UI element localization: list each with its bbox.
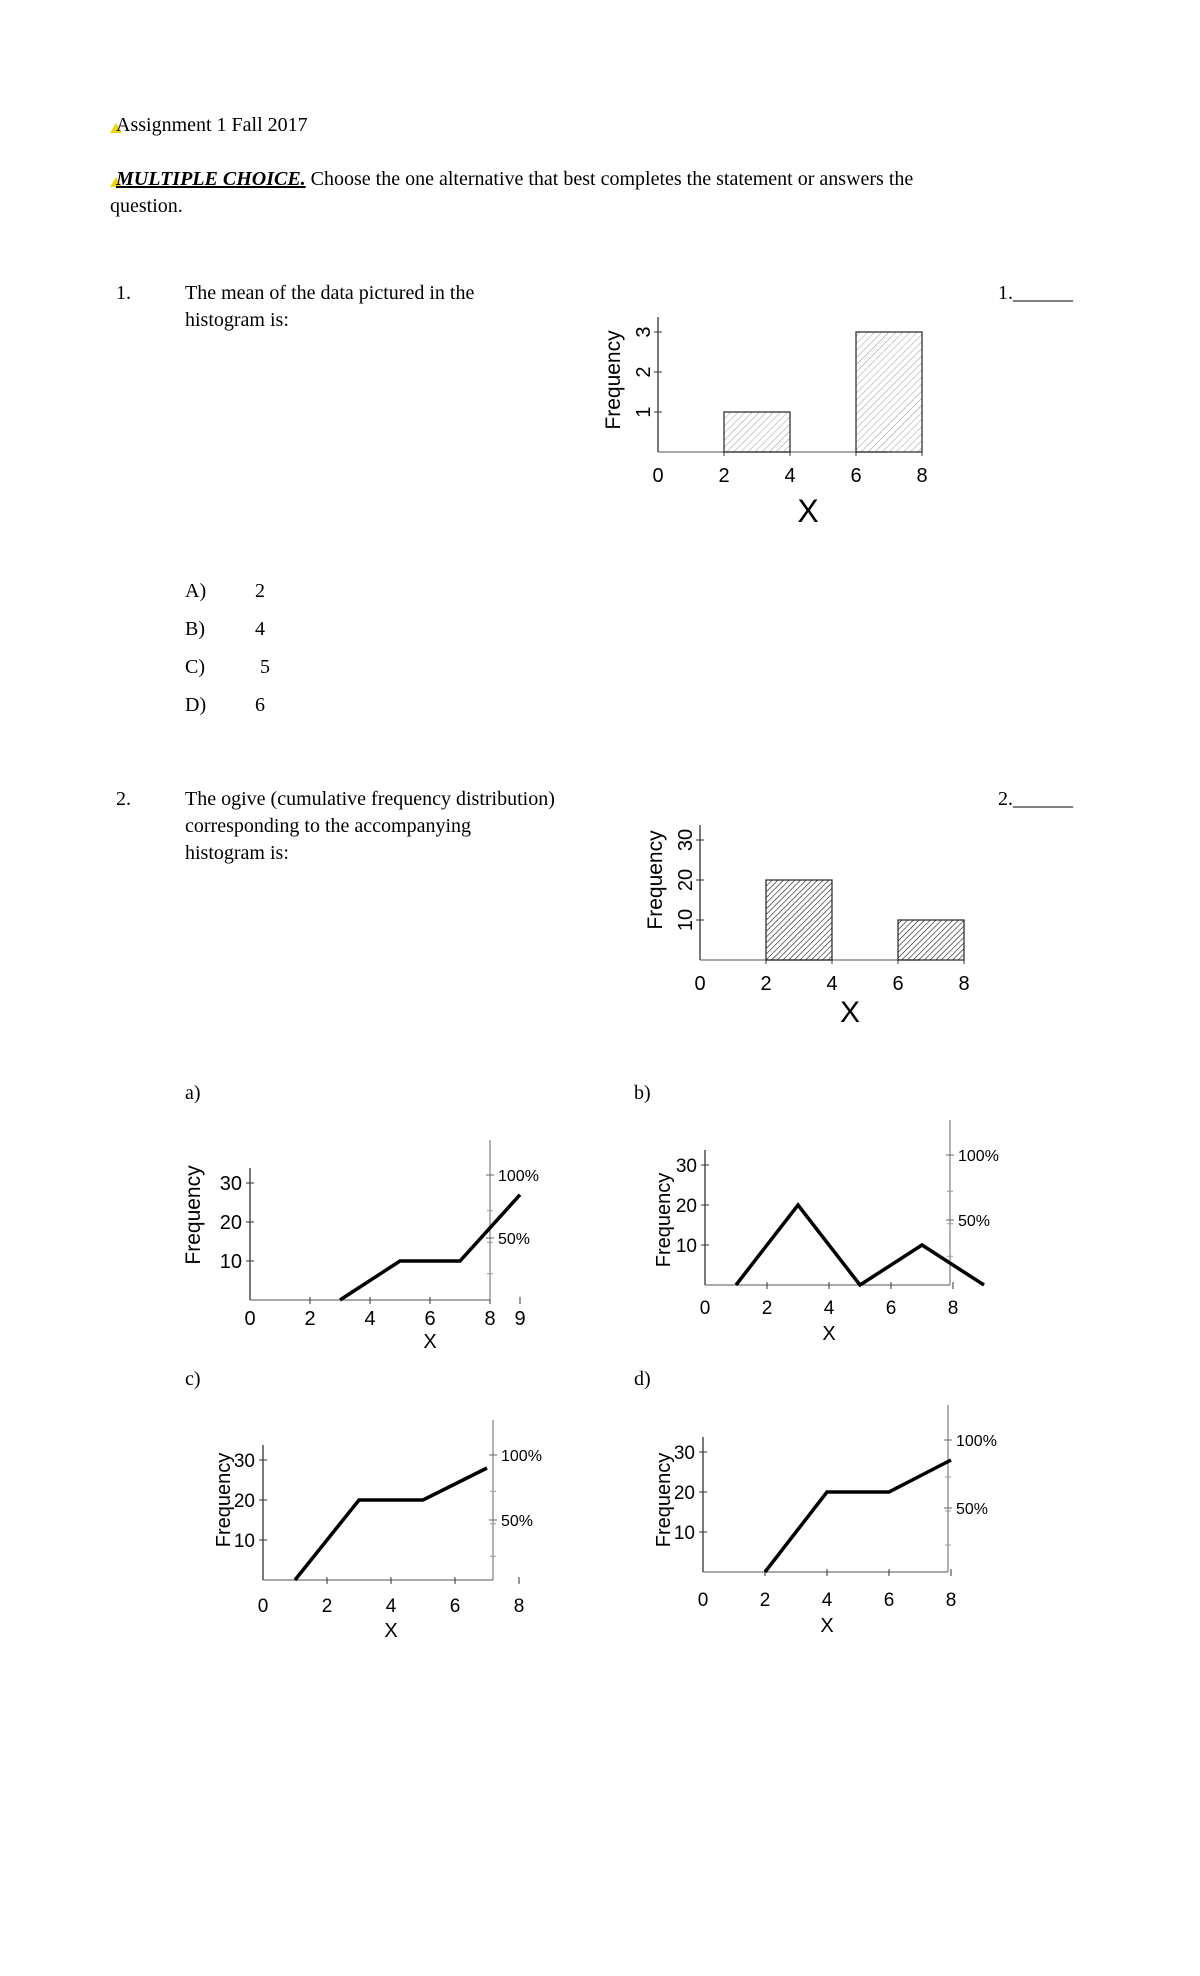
q1-histogram	[590, 270, 950, 540]
label-d[interactable]: d)	[634, 1368, 651, 1390]
x-tick-label: 9	[514, 1308, 526, 1330]
option-b[interactable]: B) 4	[185, 618, 265, 640]
x-tick-label: 0	[694, 973, 706, 995]
histogram-bar	[898, 920, 964, 960]
x-tick-label: 8	[916, 465, 928, 487]
histogram-bar	[766, 880, 832, 960]
y-tick-label: 10	[673, 1523, 695, 1544]
x-tick-label: 6	[424, 1308, 436, 1330]
x-axis-label: X	[423, 1331, 437, 1353]
right-tick-label: 50%	[958, 1213, 991, 1230]
y-tick-label: 2	[633, 366, 655, 378]
x-tick-label: 6	[892, 973, 904, 995]
x-tick-label: 8	[958, 973, 970, 995]
q1-options	[185, 578, 385, 730]
q2-histogram	[630, 790, 990, 1030]
x-tick-label: 2	[761, 1298, 773, 1319]
x-tick-label: 2	[718, 465, 730, 487]
right-tick-label: 50%	[956, 1501, 989, 1518]
x-tick-label: 0	[652, 465, 664, 487]
x-tick-label: 6	[449, 1596, 461, 1617]
x-tick-label: 0	[257, 1596, 269, 1617]
instructions: MULTIPLE CHOICE. Choose the one alternative that best completes the statement or answers the question.	[110, 168, 914, 217]
label-b[interactable]: b)	[634, 1082, 651, 1104]
x-tick-label: 4	[784, 465, 796, 487]
x-tick-label: 8	[947, 1298, 959, 1319]
x-tick-label: 2	[321, 1596, 333, 1617]
right-tick-label: 100%	[498, 1168, 539, 1185]
y-tick-label: 20	[673, 1483, 695, 1504]
right-tick-label: 100%	[958, 1148, 999, 1165]
y-tick-label: 10	[233, 1531, 255, 1552]
y-tick-label: 20	[675, 1196, 697, 1217]
ogive-option-b[interactable]	[645, 1110, 1065, 1360]
x-tick-label: 6	[883, 1590, 895, 1611]
y-tick-label: 30	[675, 1156, 697, 1177]
y-axis-label: Frequency	[182, 1165, 205, 1265]
ogive-option-c[interactable]	[205, 1400, 625, 1650]
label-c[interactable]: c)	[185, 1368, 201, 1390]
x-tick-label: 2	[759, 1590, 771, 1611]
y-tick-label: 20	[233, 1491, 255, 1512]
q1-number: 1.	[116, 282, 131, 304]
histogram-bar	[724, 412, 790, 452]
x-tick-label: 4	[821, 1590, 833, 1611]
y-tick-label: 30	[675, 828, 697, 852]
q2-text: The ogive (cumulative frequency distribution) corresponding to the accompanying histogram is:	[185, 788, 555, 864]
option-a[interactable]: A) 2	[185, 580, 265, 602]
x-tick-label: 0	[699, 1298, 711, 1319]
y-tick-label: 30	[233, 1451, 255, 1472]
y-tick-label: 10	[675, 1236, 697, 1257]
y-axis-label: Frequency	[644, 830, 667, 930]
x-tick-label: 4	[826, 973, 838, 995]
y-tick-label: 3	[633, 326, 655, 338]
y-tick-label: 30	[219, 1173, 242, 1195]
ogive-option-d[interactable]	[645, 1400, 1065, 1650]
x-tick-label: 2	[760, 973, 772, 995]
q2-number: 2.	[116, 788, 131, 810]
q1-answer-blank[interactable]: 1.______	[998, 282, 1073, 304]
y-axis-label: Frequency	[602, 330, 625, 430]
y-tick-label: 10	[219, 1251, 242, 1273]
right-tick-label: 50%	[498, 1231, 531, 1248]
x-axis-label: X	[839, 996, 861, 1029]
ogive-line	[736, 1205, 984, 1285]
label-a[interactable]: a)	[185, 1082, 201, 1104]
x-tick-label: 8	[484, 1308, 496, 1330]
x-tick-label: 0	[244, 1308, 256, 1330]
x-tick-label: 0	[697, 1590, 709, 1611]
x-tick-label: 4	[823, 1298, 835, 1319]
y-tick-label: 10	[675, 908, 697, 932]
x-tick-label: 2	[304, 1308, 316, 1330]
x-axis-label: X	[822, 1323, 836, 1345]
y-axis-label: Frequency	[653, 1452, 675, 1548]
ogive-option-a[interactable]	[180, 1110, 600, 1360]
option-d[interactable]: D) 6	[185, 694, 265, 716]
assignment-title: Assignment 1 Fall 2017	[110, 112, 308, 139]
x-tick-label: 6	[885, 1298, 897, 1319]
instructions-label: MULTIPLE CHOICE.	[116, 168, 306, 190]
histogram-bar	[856, 332, 922, 452]
x-tick-label: 4	[385, 1596, 397, 1617]
y-tick-label: 20	[219, 1212, 242, 1234]
ogive-line	[765, 1460, 951, 1572]
x-axis-label: X	[384, 1620, 398, 1642]
ogive-line	[295, 1468, 487, 1580]
y-tick-label: 30	[673, 1443, 695, 1464]
right-tick-label: 50%	[501, 1513, 534, 1530]
x-axis-label: X	[820, 1615, 834, 1637]
x-axis-label: X	[797, 493, 819, 529]
right-tick-label: 100%	[956, 1433, 997, 1450]
y-tick-label: 20	[675, 868, 697, 892]
option-c[interactable]: C) 5	[185, 656, 270, 678]
y-axis-label: Frequency	[653, 1172, 675, 1268]
q2-answer-blank[interactable]: 2.______	[998, 788, 1073, 810]
x-tick-label: 8	[945, 1590, 957, 1611]
x-tick-label: 6	[850, 465, 862, 487]
x-tick-label: 8	[513, 1596, 525, 1617]
y-axis-label: Frequency	[213, 1452, 235, 1548]
x-tick-label: 4	[364, 1308, 376, 1330]
right-tick-label: 100%	[501, 1448, 542, 1465]
y-tick-label: 1	[633, 406, 655, 418]
q1-text: The mean of the data pictured in the histogram is:	[185, 282, 475, 331]
